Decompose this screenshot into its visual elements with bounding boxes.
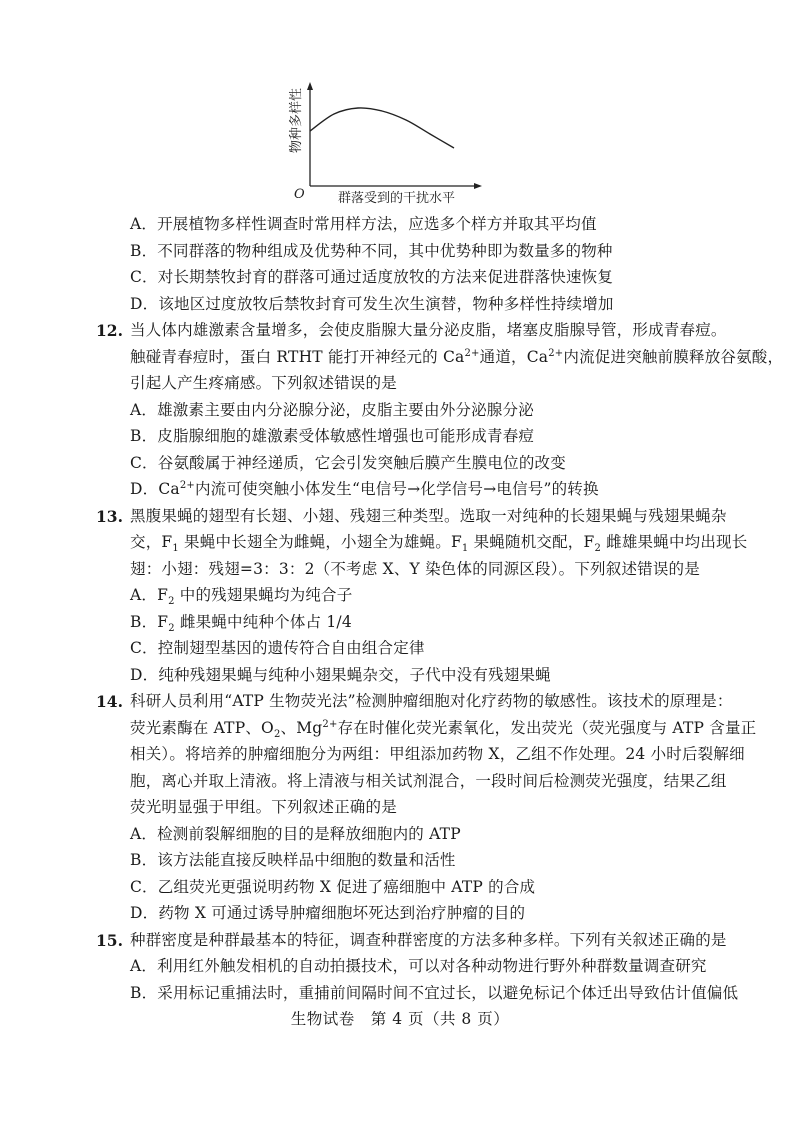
q12-option-c: C．谷氨酸属于神经递质，它会引发突触后膜产生膜电位的改变 bbox=[130, 454, 566, 472]
q11-option-d: D．该地区过度放牧后禁牧封育可发生次生演替，物种多样性持续增加 bbox=[130, 295, 614, 313]
y-axis-label: 物种多样性 bbox=[289, 87, 304, 153]
q14-stem-line1: 科研人员利用“ATP 生物荧光法”检测肿瘤细胞对化疗药物的敏感性。该技术的原理是： bbox=[130, 692, 733, 710]
x-axis-label: 群落受到的干扰水平 bbox=[338, 191, 456, 206]
q13-option-c: C．控制翅型基因的遗传符合自由组合定律 bbox=[130, 639, 425, 657]
q11-option-c: C．对长期禁牧封育的群落可通过适度放牧的方法来促进群落快速恢复 bbox=[130, 268, 614, 286]
q14-stem-line4: 胞，离心并取上清液。将上清液与相关试剂混合，一段时间后检测荧光强度，结果乙组 bbox=[130, 772, 727, 790]
q14-option-b: B．该方法能直接反映样品中细胞的数量和活性 bbox=[130, 851, 456, 869]
q14-stem-line5: 荧光明显强于甲组。下列叙述正确的是 bbox=[130, 798, 397, 816]
q14-stem-line3: 相关）。将培养的肿瘤细胞分为两组：甲组添加药物 X，乙组不作处理。24 小时后裂解细 bbox=[130, 745, 745, 763]
q15-number: 15. bbox=[96, 931, 123, 950]
page-footer: 生物试卷 第 4 页（共 8 页） bbox=[290, 1010, 510, 1028]
q12-number: 12. bbox=[96, 321, 123, 340]
q13-stem-line3: 翅：小翅：残翅=3：3：2（不考虑 X、Y 染色体的同源区段）。下列叙述错误的是 bbox=[130, 560, 700, 578]
q13-option-d: D．纯种残翅果蝇与纯种小翅果蝇杂交，子代中没有残翅果蝇 bbox=[130, 666, 551, 684]
q12-stem-line3: 引起人产生疼痛感。下列叙述错误的是 bbox=[130, 374, 397, 392]
y-axis-arrow bbox=[307, 82, 313, 90]
q11-option-a: A．开展植物多样性调查时常用样方法，应选多个样方并取其平均值 bbox=[130, 215, 597, 233]
q12-stem-line2: 触碰青春痘时，蛋白 RTHT 能打开神经元的 $Ca^{2+}$通道，$Ca^{2+}$内流促进突触前膜释放谷氨酸， bbox=[130, 347, 784, 366]
q13-option-b: B．$F_2$ 雌果蝇中纯种个体占 1/4 bbox=[130, 613, 352, 635]
q11-option-b: B．不同群落的物种组成及优势种不同，其中优势种即为数量多的物种 bbox=[130, 242, 613, 260]
q12-option-d: D．$Ca^{2+}$内流可使突触小体发生“电信号→化学信号→电信号”的转换 bbox=[130, 479, 599, 498]
q12-option-a: A．雄激素主要由内分泌腺分泌，皮脂主要由外分泌腺分泌 bbox=[130, 401, 534, 419]
q13-number: 13. bbox=[96, 507, 123, 526]
q15-option-a: A．利用红外触发相机的自动拍摄技术，可以对各种动物进行野外种群数量调查研究 bbox=[130, 957, 707, 975]
q13-option-a: A．$F_2$ 中的残翅果蝇均为纯合子 bbox=[130, 586, 353, 608]
q13-stem-line2: 交，$F_1$ 果蝇中长翅全为雌蝇，小翅全为雄蝇。$F_1$ 果蝇随机交配，$F_2$ 雌雄果蝇中均出现长 bbox=[130, 533, 748, 555]
q14-stem-line2: 荧光素酶在 ATP、$O_2$、$Mg^{2+}$存在时催化荧光素氧化，发出荧光（荧光强度与 ATP 含量正 bbox=[130, 718, 757, 741]
q14-option-d: D．药物 X 可通过诱导肿瘤细胞坏死达到治疗肿瘤的目的 bbox=[130, 904, 526, 922]
q14-number: 14. bbox=[96, 692, 123, 711]
q12-stem-line1: 当人体内雄激素含量增多，会使皮脂腺大量分泌皮脂，堵塞皮脂腺导管，形成青春痘。 bbox=[130, 321, 727, 339]
q15-option-b: B．采用标记重捕法时，重捕前间隔时间不宜过长，以避免标记个体迁出导致估计值偏低 bbox=[130, 984, 739, 1002]
diversity-curve bbox=[310, 108, 454, 148]
q14-option-c: C．乙组荧光更强说明药物 X 促进了癌细胞中 ATP 的合成 bbox=[130, 878, 536, 896]
diversity-chart bbox=[280, 78, 490, 210]
q13-stem-line1: 黑腹果蝇的翅型有长翅、小翅、残翅三种类型。选取一对纯种的长翅果蝇与残翅果蝇杂 bbox=[130, 507, 727, 525]
q15-stem-line1: 种群密度是种群最基本的特征，调查种群密度的方法多种多样。下列有关叙述正确的是 bbox=[130, 931, 727, 949]
q14-option-a: A．检测前裂解细胞的目的是释放细胞内的 ATP bbox=[130, 825, 461, 843]
origin-label: O bbox=[294, 187, 305, 202]
x-axis-arrow bbox=[474, 183, 482, 189]
q12-option-b: B．皮脂腺细胞的雄激素受体敏感性增强也可能形成青春痘 bbox=[130, 427, 535, 445]
